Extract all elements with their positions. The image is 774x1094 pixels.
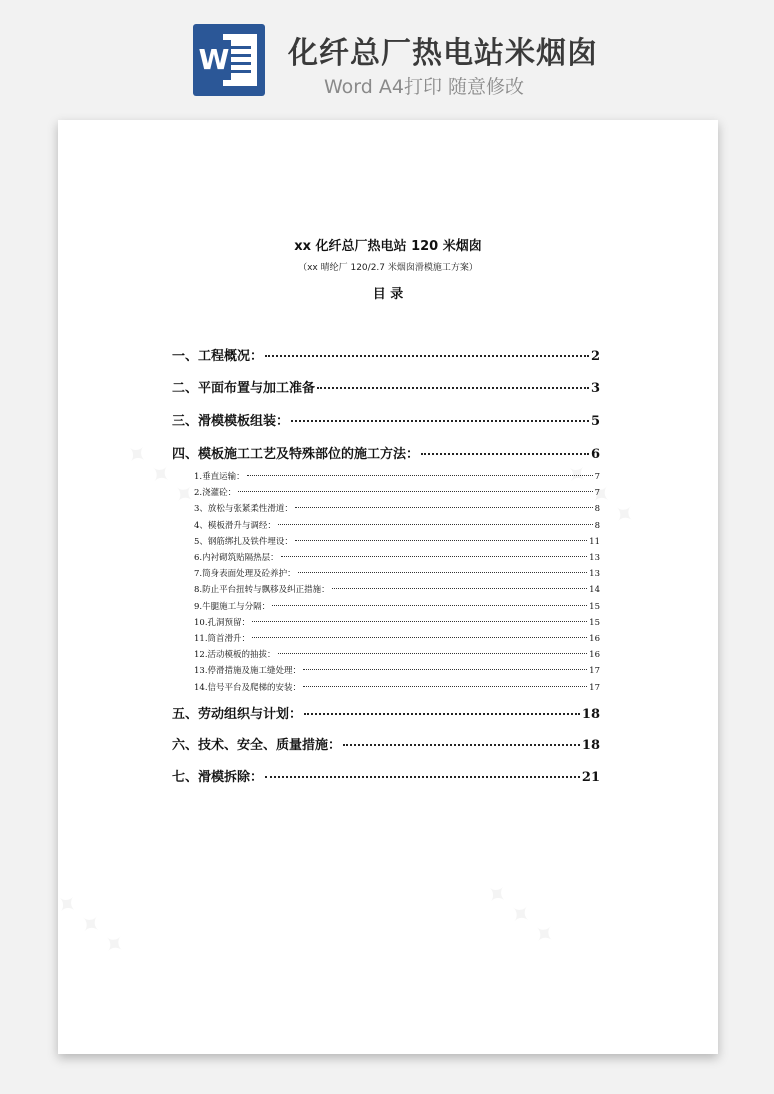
toc-entry-page: 15	[589, 617, 600, 628]
toc-entry-label: 6.内衬砌筑贴隔热层：	[194, 553, 279, 563]
toc-entry-page: 2	[590, 349, 600, 364]
toc-subentry[interactable]	[172, 583, 600, 595]
toc-leader-dots	[281, 556, 588, 557]
banner-header	[0, 0, 774, 115]
toc-leader-dots	[278, 524, 593, 525]
document-title: xx 化纤总厂热电站 120 米烟囱	[294, 239, 482, 254]
toc-leader-dots	[272, 605, 587, 606]
toc-entry-page: 8	[594, 520, 600, 531]
toc-subentry[interactable]	[172, 551, 600, 563]
toc-entry-page: 13	[589, 553, 600, 563]
toc-leader-dots	[303, 686, 587, 687]
word-icon-letter: W	[197, 40, 231, 80]
toc-entry-label: 三、滑模模板组装：	[172, 414, 290, 429]
toc-entry[interactable]	[172, 410, 600, 429]
toc-leader-dots	[303, 669, 587, 670]
toc-entry-page: 11	[589, 536, 600, 547]
toc-entry-page: 7	[594, 472, 600, 482]
toc-leader-dots	[343, 744, 580, 746]
toc-entry[interactable]	[172, 734, 600, 753]
toc-subentry[interactable]	[172, 519, 600, 531]
toc-leader-dots	[252, 621, 587, 622]
toc-entry-page: 3	[590, 381, 600, 396]
toc-subentry[interactable]	[172, 664, 600, 676]
toc-leader-dots	[238, 491, 592, 492]
toc-entry-page: 18	[581, 738, 600, 753]
toc-entry[interactable]	[172, 703, 600, 722]
toc-entry-page: 7	[594, 488, 600, 499]
toc-entry-page: 17	[589, 682, 600, 693]
toc-leader-dots	[298, 572, 588, 573]
toc-entry-page: 5	[590, 414, 600, 429]
toc-entry-label: 五、劳动组织与计划：	[172, 707, 303, 722]
toc-leader-dots	[265, 776, 580, 778]
toc-entry[interactable]	[172, 345, 600, 364]
toc-leader-dots	[295, 507, 593, 508]
toc-entry-label: 12.活动模板的抽拔：	[194, 650, 276, 661]
toc-subentry[interactable]	[172, 535, 600, 547]
document-subtitle: （xx 晴纶厂 120/2.7 米烟囱滑模施工方案）	[298, 263, 478, 273]
toc-leader-dots	[317, 387, 589, 389]
toc-entry-page: 21	[581, 770, 600, 785]
toc-entry-label: 四、模板施工工艺及特殊部位的施工方法：	[172, 447, 420, 462]
toc-entry[interactable]	[172, 443, 600, 462]
toc-leader-dots	[421, 453, 589, 455]
toc-leader-dots	[304, 713, 580, 715]
watermark	[48, 887, 131, 964]
toc-subentry[interactable]	[172, 648, 600, 660]
banner-subtitle: Word A4打印 随意修改	[324, 76, 525, 98]
toc-entry-label: 10.孔洞预留：	[194, 617, 251, 628]
toc-leader-dots	[332, 588, 588, 589]
toc-entry-label: 2.浇灌砼：	[194, 488, 237, 499]
toc-subentry[interactable]	[172, 567, 600, 579]
toc-entry-page: 16	[589, 650, 600, 661]
toc-entry-label: 11.筒首滑升：	[194, 634, 251, 644]
toc-subentry[interactable]	[172, 681, 600, 693]
toc-leader-dots	[265, 355, 589, 357]
toc-entry-page: 18	[581, 707, 600, 722]
toc-entry-page: 17	[589, 666, 600, 677]
toc-subentry[interactable]	[172, 632, 600, 644]
toc-leader-dots	[247, 475, 593, 476]
toc-entry-page: 16	[589, 634, 600, 644]
toc-entry-label: 4、模板滑升与调经：	[194, 520, 276, 531]
toc-entry-label: 14.信号平台及爬梯的安装：	[194, 682, 302, 693]
toc-subentry[interactable]	[172, 470, 600, 482]
toc-entry-label: 3、放松与张紧柔性滑道：	[194, 504, 293, 515]
toc-entry-page: 8	[594, 504, 600, 515]
toc-entry-label: 5、钢筋绑扎及铁件埋设：	[194, 536, 293, 547]
toc-entry-page: 14	[589, 585, 600, 596]
toc-subentry[interactable]	[172, 600, 600, 612]
toc-entry-label: 二、平面布置与加工准备	[172, 381, 316, 396]
toc-subentry[interactable]	[172, 486, 600, 498]
toc-leader-dots	[278, 653, 588, 654]
watermark	[478, 877, 561, 954]
toc-entry-label: 七、滑模拆除：	[172, 770, 264, 785]
toc-entry[interactable]	[172, 377, 600, 396]
toc-entry-label: 六、技术、安全、质量措施：	[172, 738, 342, 753]
toc-entry-page: 15	[589, 601, 600, 612]
banner-title: 化纤总厂热电站米烟囱	[288, 36, 598, 71]
toc-subentry[interactable]	[172, 616, 600, 628]
toc-entry-label: 8.防止平台扭转与飘移及纠正措施：	[194, 585, 330, 596]
toc-entry[interactable]	[172, 766, 600, 785]
word-icon	[193, 24, 265, 96]
toc-entry-label: 一、工程概况：	[172, 349, 264, 364]
toc-entry-page: 6	[590, 447, 600, 462]
toc-leader-dots	[291, 420, 589, 422]
toc-leader-dots	[295, 540, 587, 541]
toc-leader-dots	[252, 637, 587, 638]
toc-entry-label: 13.停滑措施及施工缝处理：	[194, 666, 302, 677]
document-page	[58, 120, 718, 1054]
toc-entry-label: 9.牛腿施工与分隔：	[194, 601, 271, 612]
toc-entry-label: 1.垂直运输：	[194, 472, 245, 482]
toc-subentry[interactable]	[172, 502, 600, 514]
toc-entry-page: 13	[589, 569, 600, 580]
toc-heading: 目 录	[372, 287, 404, 302]
toc-entry-label: 7.筒身表面处理及砼养护：	[194, 569, 296, 580]
